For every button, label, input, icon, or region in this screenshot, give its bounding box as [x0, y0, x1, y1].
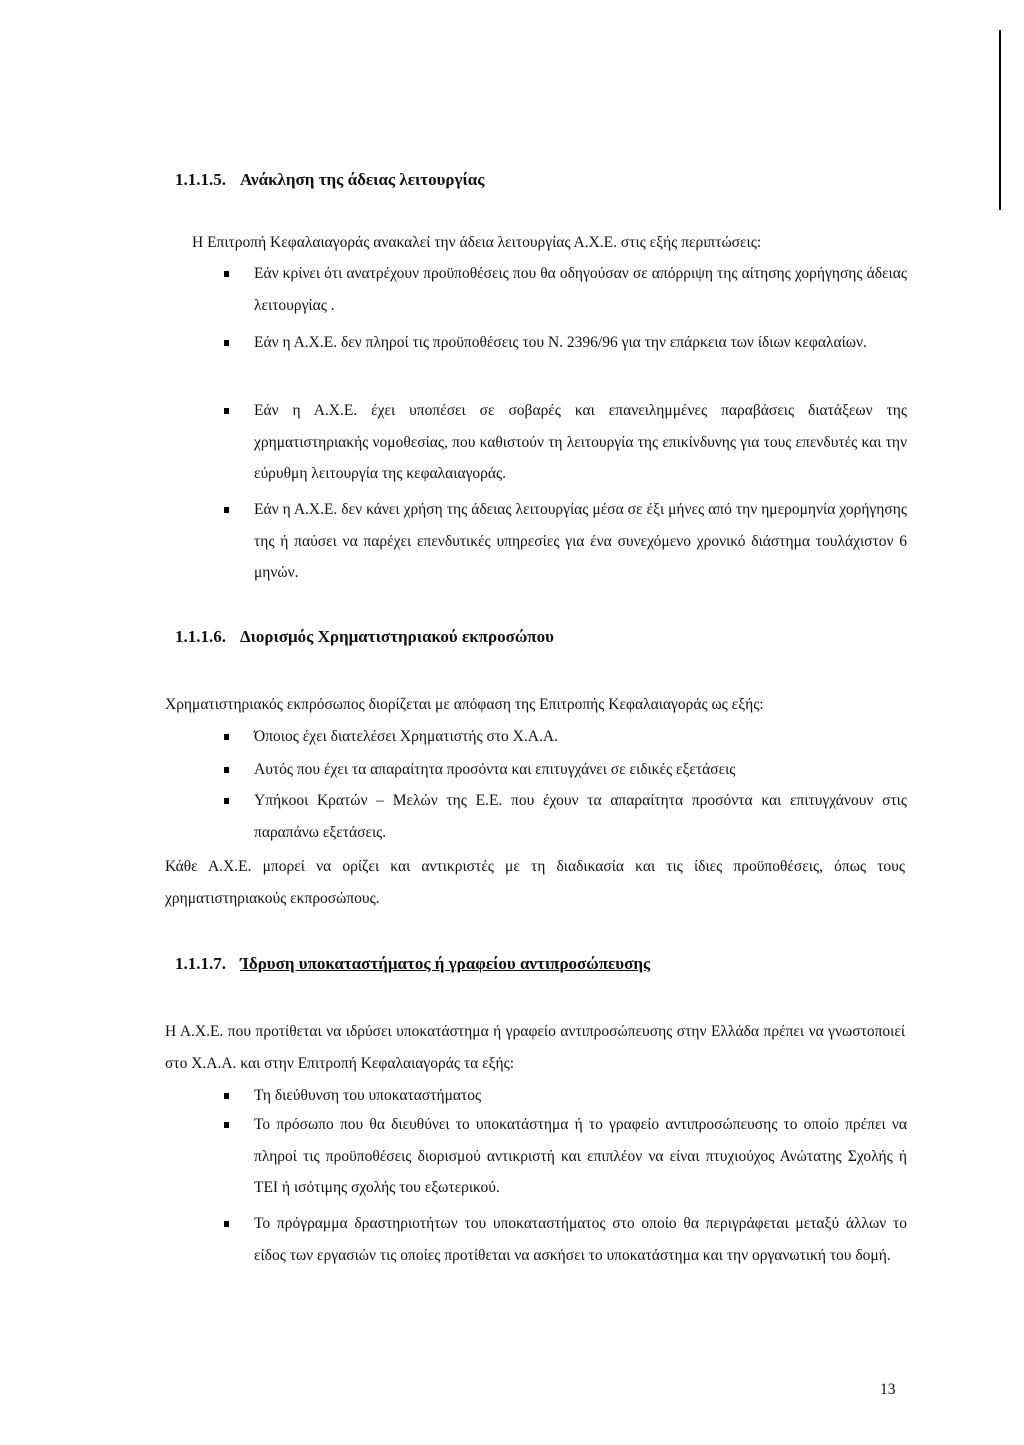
- list-item: [254, 785, 907, 848]
- list-item-text: Το πρόσωπο που θα διευθύνει το υποκατάστημα ή το γραφείο αντιπροσώπευσης το οποίο πρέπει να πληροί τις προϋποθέσεις διορισμού αντικριστή και επιπλέον να είναι πτυχιούχος Ανώτατης Σχολής ή ΤΕΙ ή ισότιμης σχολής του εξωτερικού.: [254, 1116, 907, 1196]
- list-item-text: Τη διεύθυνση του υποκαταστήματος: [254, 1087, 482, 1104]
- list-item-text: Εάν η Α.Χ.Ε. δεν κάνει χρήση της άδειας λειτουργίας μέσα σε έξι μήνες από την ημερομηνία χορήγησης της ή παύσει να παρέχει επενδυτικές υπηρεσίες για ένα συνεχόμενο χρονικό διάστημα τουλάχιστον 6 μηνών.: [254, 501, 907, 581]
- section-title: Ίδρυση υποκαταστήματος ή γραφείου αντιπροσώπευσης: [240, 954, 651, 973]
- list-item: [254, 754, 907, 786]
- section-heading: [175, 170, 484, 190]
- section-number: 1.1.1.5.: [175, 170, 226, 189]
- bullet-icon: [224, 1122, 229, 1128]
- section-heading: [175, 627, 554, 647]
- list-item: [254, 1080, 907, 1112]
- list-item-text: Εάν η Α.Χ.Ε. δεν πληροί τις προϋποθέσεις του Ν. 2396/96 για την επάρκεια των ίδιων κεφαλαίων.: [254, 334, 867, 351]
- section-title: Ανάκληση της άδειας λειτουργίας: [240, 170, 485, 189]
- list-item: [254, 1109, 907, 1204]
- page-number: 13: [880, 1381, 896, 1398]
- bullet-icon: [224, 408, 229, 414]
- list-item-text: Εάν κρίνει ότι ανατρέχουν προϋποθέσεις που θα οδηγούσαν σε απόρριψη της αίτησης χορήγησης άδειας λειτουργίας .: [254, 265, 907, 314]
- section-intro: Η Α.Χ.Ε. που προτίθεται να ιδρύσει υποκατάστημα ή γραφείο αντιπροσώπευσης στην Ελλάδα πρέπει να γνωστοποιεί στο Χ.Α.Α. και στην Επιτροπή Κεφαλαιαγοράς τα εξής:: [165, 1023, 905, 1072]
- list-item-text: Το πρόγραμμα δραστηριοτήτων του υποκαταστήματος στο οποίο θα περιγράφεται μεταξύ άλλων το είδος των εργασιών τις οποίες προτίθεται να ασκήσει το υποκατάστημα και την οργανωτική του δομή.: [254, 1215, 907, 1264]
- bullet-icon: [224, 271, 229, 277]
- section-heading: [175, 954, 650, 974]
- list-item-text: Αυτός που έχει τα απαραίτητα προσόντα και επιτυγχάνει σε ειδικές εξετάσεις: [254, 761, 736, 778]
- section-intro: Η Επιτροπή Κεφαλαιαγοράς ανακαλεί την άδεια λειτουργίας Α.Χ.Ε. στις εξής περιπτώσεις:: [192, 234, 762, 251]
- section-intro: Χρηματιστηριακός εκπρόσωπος διορίζεται με απόφαση της Επιτροπής Κεφαλαιαγοράς ως εξής:: [165, 696, 764, 713]
- list-item: [254, 1208, 907, 1271]
- list-item: [254, 494, 907, 589]
- section-outro: Κάθε Α.Χ.Ε. μπορεί να ορίζει και αντικριστές με τη διαδικασία και τις ίδιες προϋποθέσεις, όπως τους χρηματιστηριακούς εκπροσώπους.: [165, 858, 905, 907]
- bullet-icon: [224, 798, 229, 804]
- section-title: Διορισμός Χρηματιστηριακού εκπροσώπου: [240, 627, 554, 646]
- section-number: 1.1.1.7.: [175, 954, 226, 973]
- bullet-icon: [224, 507, 229, 513]
- list-item: [254, 395, 907, 490]
- list-item-text: Υπήκοοι Κρατών – Μελών της Ε.Ε. που έχουν τα απαραίτητα προσόντα και επιτυγχάνουν στις παραπάνω εξετάσεις.: [254, 792, 907, 841]
- list-item-text: Εάν η Α.Χ.Ε. έχει υποπέσει σε σοβαρές και επανειλημμένες παραβάσεις διατάξεων της χρηματιστηριακής νομοθεσίας, που καθιστούν τη λειτουργία της επικίνδυνης για τους επενδυτές και την εύρυθμη λειτουργία της κεφαλαιαγοράς.: [254, 402, 907, 482]
- list-item: [254, 721, 907, 753]
- list-item: [254, 327, 907, 359]
- list-item-text: Όποιος έχει διατελέσει Χρηματιστής στο Χ.Α.Α.: [254, 728, 558, 745]
- bullet-icon: [224, 734, 229, 740]
- bullet-icon: [224, 1093, 229, 1099]
- section-number: 1.1.1.6.: [175, 627, 226, 646]
- bullet-icon: [224, 767, 229, 773]
- bullet-icon: [224, 340, 229, 346]
- bullet-icon: [224, 1221, 229, 1227]
- list-item: [254, 258, 907, 321]
